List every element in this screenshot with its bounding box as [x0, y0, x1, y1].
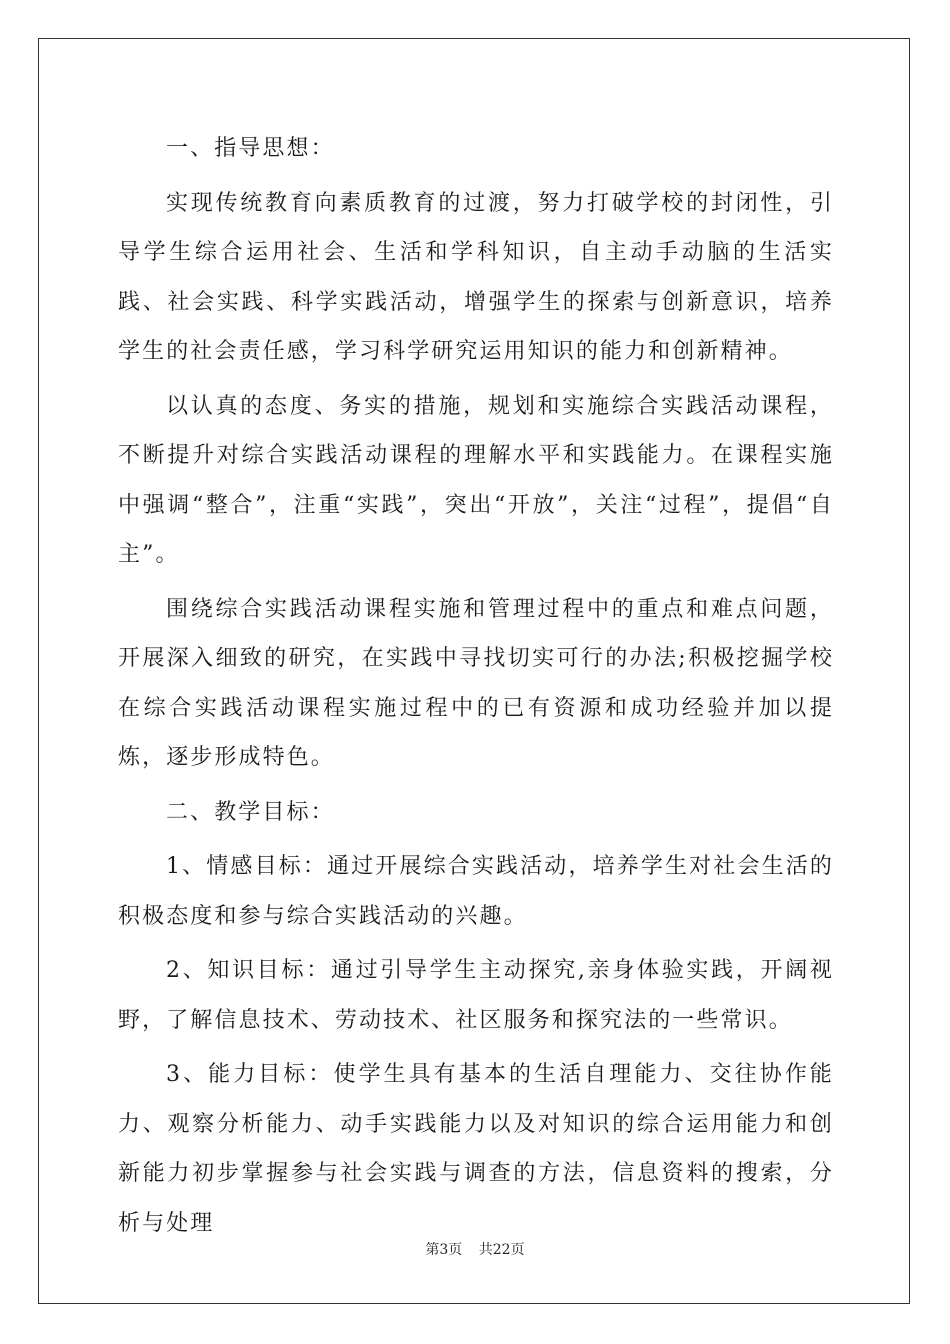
current-page-number: 第3页: [425, 1242, 463, 1258]
paragraph-attitude: 以认真的态度、务实的措施，规划和实施综合实践活动课程，不断提升对综合实践活动课程的理解水平和实践能力。在课程实施中强调“整合”，注重“实践”，突出“开放”，关注“过程”，提倡“自主”。: [118, 393, 834, 567]
document-body: [118, 124, 834, 1253]
paragraph-research: 围绕综合实践活动课程实施和管理过程中的重点和难点问题，开展深入细致的研究，在实践中寻找切实可行的办法;积极挖掘学校在综合实践活动课程实施过程中的已有资源和成功经验并加以提炼，逐步形成特色。: [118, 596, 834, 770]
section-heading-guiding-ideology: 一、指导思想：: [166, 136, 335, 161]
paragraph-emotion-goal: 1、情感目标：通过开展综合实践活动，培养学生对社会生活的积极态度和参与综合实践活动的兴趣。: [118, 854, 834, 929]
total-page-count: 共22页: [478, 1242, 525, 1258]
paragraph-transition: 实现传统教育向素质教育的过渡，努力打破学校的封闭性，引导学生综合运用社会、生活和学科知识，自主动手动脑的生活实践、社会实践、科学实践活动，增强学生的探索与创新意识，培养学生的社会责任感，学习科学研究运用知识的能力和创新精神。: [118, 190, 834, 364]
section-heading-teaching-goals: 二、教学目标：: [166, 799, 335, 825]
paragraph-knowledge-goal: 2、知识目标：通过引导学生主动探究,亲身体验实践，开阔视野，了解信息技术、劳动技术、社区服务和探究法的一些常识。: [118, 958, 834, 1033]
paragraph-ability-goal: 3、能力目标：使学生具有基本的生活自理能力、交往协作能力、观察分析能力、动手实践能力以及对知识的综合运用能力和创新能力初步掌握参与社会实践与调查的方法，信息资料的搜索，分析与处理: [118, 1062, 834, 1236]
page-footer: [0, 1240, 950, 1260]
